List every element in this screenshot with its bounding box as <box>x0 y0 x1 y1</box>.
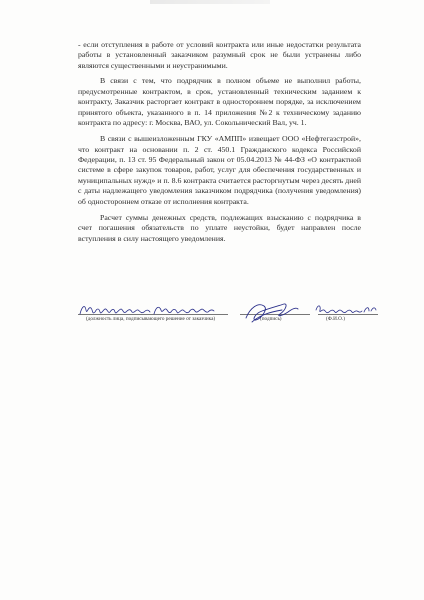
signature-block <box>78 300 378 340</box>
paragraph-termination-notice: В связи с вышеизложенным ГКУ «АМПП» извещает ООО «Нефтегазстрой», что контракт на основании п. 2 ст. 450.1 Гражданского кодекса Российской Федерации, п. 13 ст. 95 Федеральный закон от 05.04.2013 № 44-ФЗ «О контрактной системе в сфере закупок товаров, работ, услуг для обеспечения государственных и муниципальных нужд» и п. 8.6 контракта считается расторгнутым через десять дней с даты надлежащего уведомления заказчиком подрядчика (получения уведомления) об одностороннем отказе от исполнения контракта. <box>78 134 361 206</box>
paragraph-penalty-calculation: Расчет суммы денежных средств, подлежащих взысканию с подрядчика в счет погашения обязательств по уплате неустойки, будет направлен после вступления в силу настоящего уведомления. <box>78 212 361 243</box>
name-caption: (Ф.И.О.) <box>326 316 345 322</box>
document-body <box>78 40 361 250</box>
position-caption: (должность лица, подписывающего решение от заказчика) <box>86 316 216 322</box>
scan-edge-mark <box>150 0 270 4</box>
handwritten-name-icon <box>316 306 376 313</box>
handwriting-overlay <box>78 300 378 330</box>
handwritten-signature-icon <box>246 304 298 322</box>
ink-strokes <box>80 304 376 322</box>
paragraph-deficiencies: - если отступления в работе от условий контракта или иные недостатки результата работы в установленный заказчиком разумный срок не были устранены либо являются существенными и неустранимыми. <box>78 40 361 70</box>
handwritten-position-icon <box>80 307 214 314</box>
paragraph-termination-reason: В связи с тем, что подрядчик в полном объеме не выполнил работы, предусмотренные контрактом, в срок, установленный техническим заданием к контракту, Заказчик расторгает контракт в одностороннем порядке, за исключением принятого объекта, указанного в п. 14 приложения №2 к техническому заданию контракта по адресу: г. Москва, ВАО, ул. Сокольнический Вал, уч. 1. <box>78 76 361 128</box>
signature-caption: (подпись) <box>260 316 282 322</box>
